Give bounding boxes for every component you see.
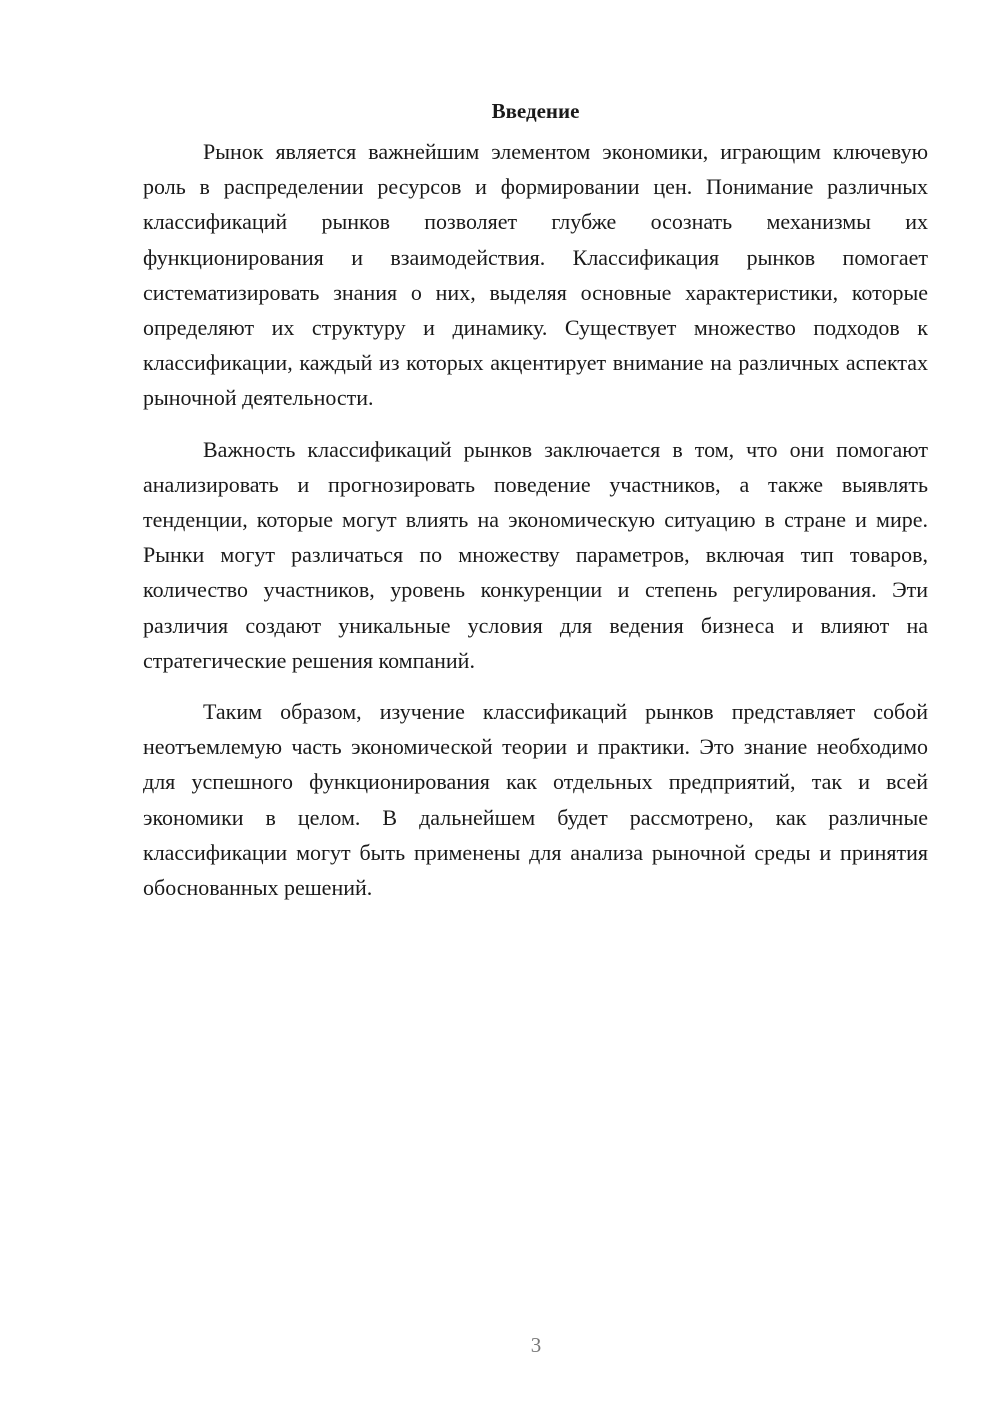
- page-number: 3: [530, 1333, 542, 1357]
- paragraph-importance: Важность классификаций рынков заключается в том, что они помогают анализировать и прогнозировать поведение участников, а также выявлять тенденции, которые могут влиять на экономическую ситуацию в стране и мире. Рынки могут различаться по множеству параметров, включая тип товаров, количество участников, уровень конкуренции и степень регулирования. Эти различия создают уникальные условия для ведения бизнеса и влияют на стратегические решения компаний.: [143, 436, 928, 673]
- paragraph-intro: Рынок является важнейшим элементом экономики, играющим ключевую роль в распределении ресурсов и формировании цен. Понимание различных классификаций рынков позволяет глубже осознать механизмы их функционирования и взаимодействия. Классификация рынков помогает систематизировать знания о них, выделяя основные характеристики, которые определяют их структуру и динамику. Существует множество подходов к классификации, каждый из которых акцентирует внимание на различных аспектах рыночной деятельности.: [143, 139, 928, 411]
- section-title: Введение: [491, 99, 580, 123]
- page-content: [143, 94, 928, 921]
- paragraph-conclusion: Таким образом, изучение классификаций рынков представляет собой неотъемлемую часть экономической теории и практики. Это знание необходимо для успешного функционирования как отдельных предприятий, так и всей экономики в целом. В дальнейшем будет рассмотрено, как различные классификации могут быть применены для анализа рыночной среды и принятия обоснованных решений.: [143, 699, 928, 901]
